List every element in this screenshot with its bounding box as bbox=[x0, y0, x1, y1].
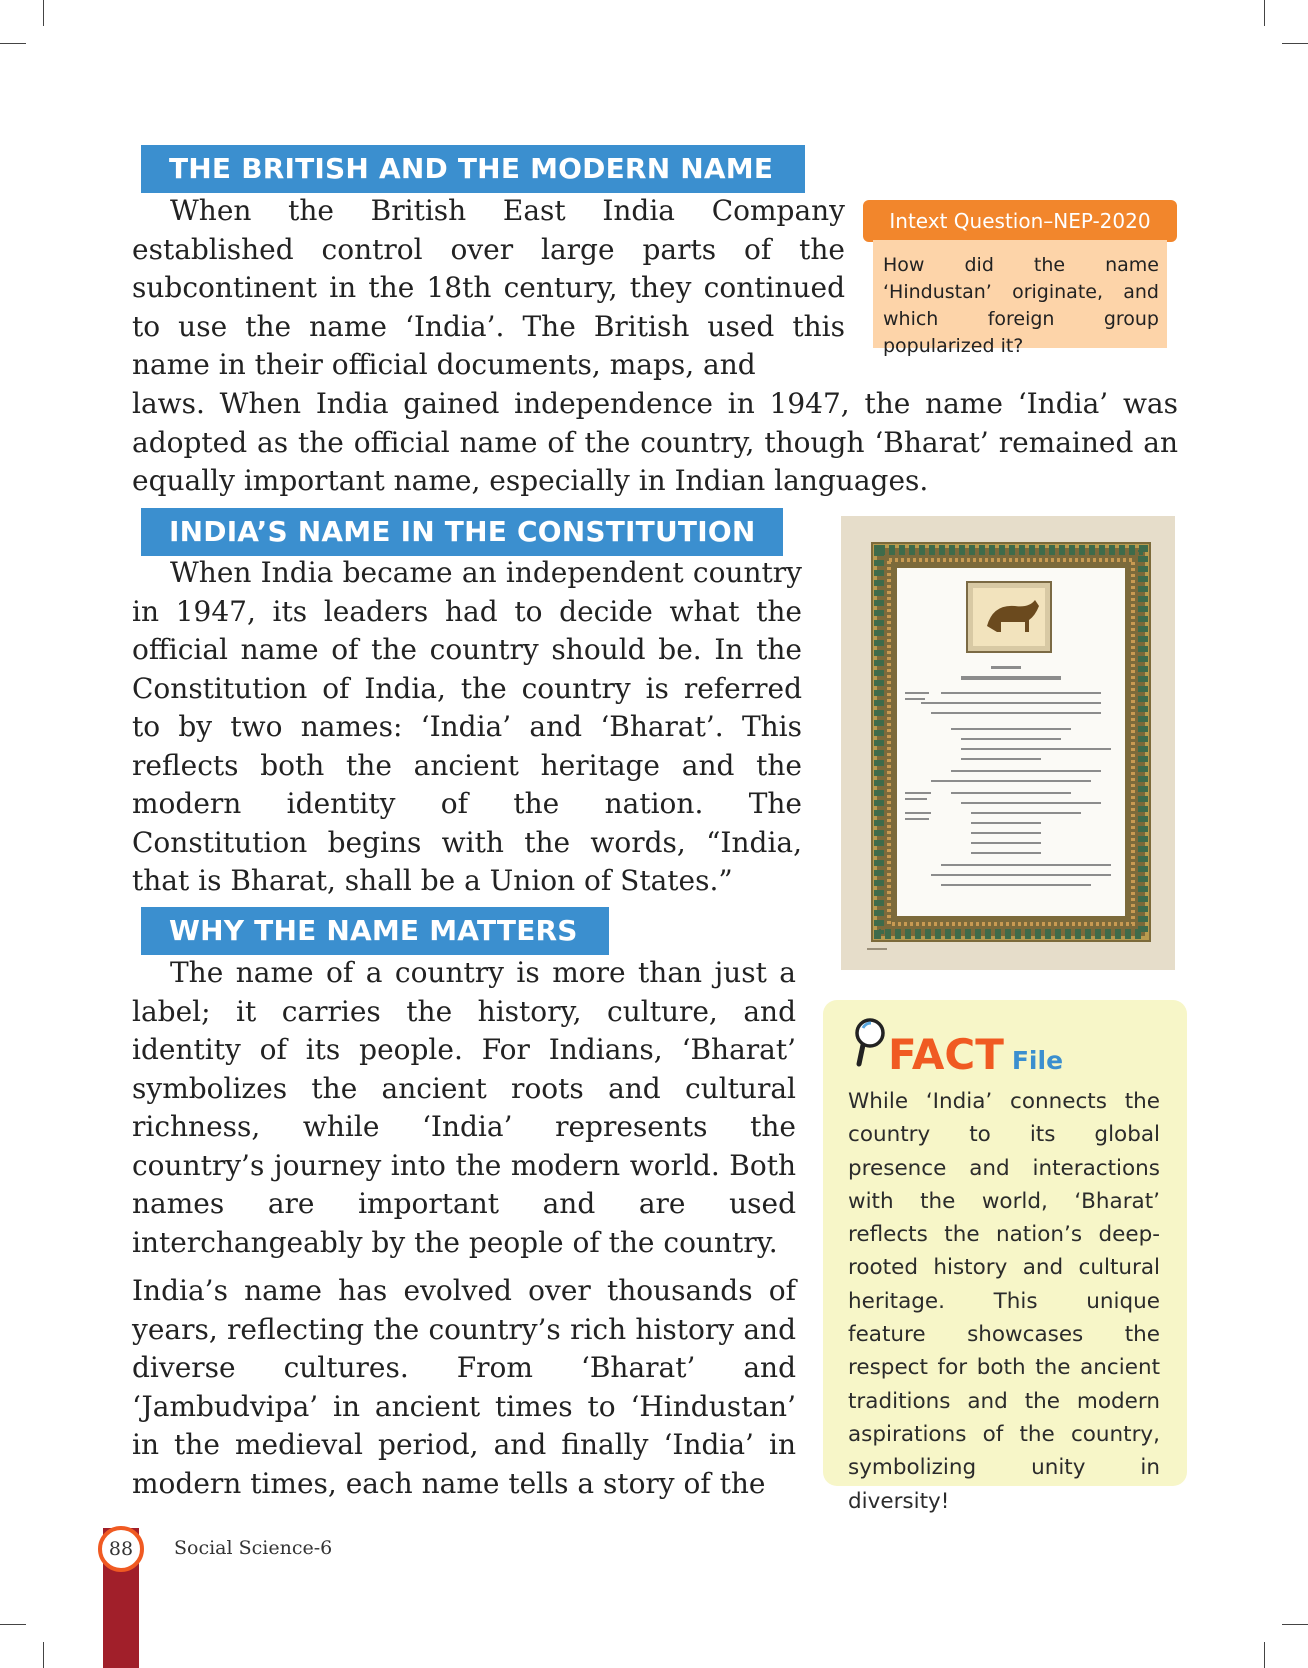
intext-question: How did the name ‘Hindustan’ originate, and which foreign group popularized it? bbox=[873, 240, 1167, 348]
crop-mark bbox=[1264, 0, 1265, 26]
fact-file-title bbox=[888, 1032, 1063, 1084]
crop-mark bbox=[0, 1624, 26, 1625]
british-paragraph: When the British East India Company established control over large parts of the subcontinent in the 18th century, they continued to use the name ‘India’. The British used this name in their official documents, maps, and bbox=[132, 194, 845, 381]
intext-question-label: Intext Question–NEP-2020 bbox=[863, 200, 1177, 242]
book-title: Social Science-6 bbox=[174, 1537, 333, 1559]
section-heading-name-matters: WHY THE NAME MATTERS bbox=[141, 907, 609, 955]
constitution-page-image bbox=[841, 516, 1175, 970]
crop-mark bbox=[43, 0, 44, 26]
crop-mark bbox=[1282, 43, 1308, 44]
crop-mark bbox=[43, 1642, 44, 1668]
page-number: 88 bbox=[98, 1526, 144, 1572]
constitution-paragraph: When India became an independent country in 1947, its leaders had to decide what the official name of the country should be. In the Constitution of India, the country is referred to by two names: ‘India’ and ‘Bharat’. This reflects both the ancient heritage and the modern identity of the nation. The Constitution begins with the words, “India, that is Bharat, shall be a Union of States.” bbox=[132, 556, 802, 897]
section-heading-british: THE BRITISH AND THE MODERN NAME bbox=[141, 145, 805, 193]
fact-file-title-main: FACT bbox=[888, 1030, 1004, 1079]
crop-mark bbox=[0, 43, 26, 44]
name-evolution-paragraph: India’s name has evolved over thousands of years, reflecting the country’s rich history and diverse cultures. From ‘Bharat’ and ‘Jambudvipa’ in ancient times to ‘Hindustan’ in the medieval period, and finally ‘India’ in modern times, each name tells a story of the bbox=[132, 1274, 796, 1500]
crop-mark bbox=[1282, 1624, 1308, 1625]
crop-mark bbox=[1264, 1642, 1265, 1668]
fact-file-text: While ‘India’ connects the country to its global presence and interactions with the world, ‘Bharat’ reflects the nation’s deep-rooted history and cultural heritage. This unique feature showcases the respect for both the ancient traditions and the modern aspirations of the country, symbolizing unity in diversity! bbox=[848, 1089, 1160, 1514]
british-paragraph-continued: laws. When India gained independence in 1947, the name ‘India’ was adopted as the official name of the country, though ‘Bharat’ remained an equally important name, especially in Indian languages. bbox=[132, 387, 1178, 497]
constitution-illustration bbox=[841, 516, 1175, 970]
section-heading-constitution: INDIA’S NAME IN THE CONSTITUTION bbox=[141, 508, 783, 556]
fact-file-title-sub: File bbox=[1011, 1046, 1064, 1075]
magnifier-icon bbox=[850, 1016, 890, 1068]
name-matters-paragraph: The name of a country is more than just a label; it carries the history, culture, and identity of its people. For Indians, ‘Bharat’ symbolizes the ancient roots and cultural richness, while ‘India’ represents the country’s journey into the modern world. Both names are important and are used interchangeably by the people of the country. bbox=[132, 956, 796, 1259]
